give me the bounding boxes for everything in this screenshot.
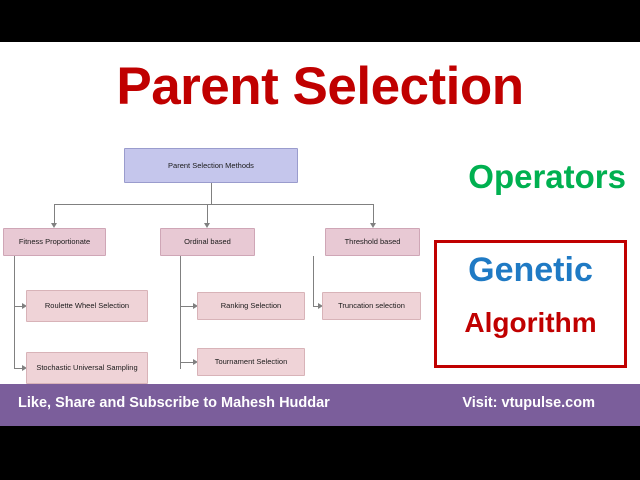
connector-drop-branch-3 [373,204,374,225]
footer-bar [0,384,640,426]
footer-visit-text: Visit: vtupulse.com [462,395,595,411]
connector-spine-branch-1 [14,256,15,369]
footer-subscribe-text: Like, Share and Subscribe to Mahesh Huddar [18,395,330,411]
connector-drop-branch-1 [54,204,55,225]
badge-line-algorithm: Algorithm [464,307,597,338]
slide-canvas [0,42,640,426]
page-title: Parent Selection [116,57,524,116]
genetic-algorithm-badge [434,240,627,368]
diagram-node-branch-3: Threshold based [325,228,420,256]
connector-drop-branch-2 [207,204,208,225]
diagram-node-branch-1: Fitness Proportionate [3,228,106,256]
diagram-node-root: Parent Selection Methods [124,148,298,183]
diagram-node-leaf-1-1: Roulette Wheel Selection [26,290,148,322]
diagram-node-leaf-2-1: Ranking Selection [197,292,305,320]
connector-horizontal-bus [54,204,373,205]
connector-spine-branch-3 [313,256,314,307]
connector-root-stem [211,183,212,204]
diagram-node-leaf-3-1: Truncation selection [322,292,421,320]
badge-line-genetic: Genetic [468,251,593,289]
diagram-node-branch-2: Ordinal based [160,228,255,256]
subtitle-operators: Operators [468,158,626,195]
connector-spine-branch-2 [180,256,181,369]
diagram-node-leaf-2-2: Tournament Selection [197,348,305,376]
diagram-node-leaf-1-2: Stochastic Universal Sampling [26,352,148,384]
